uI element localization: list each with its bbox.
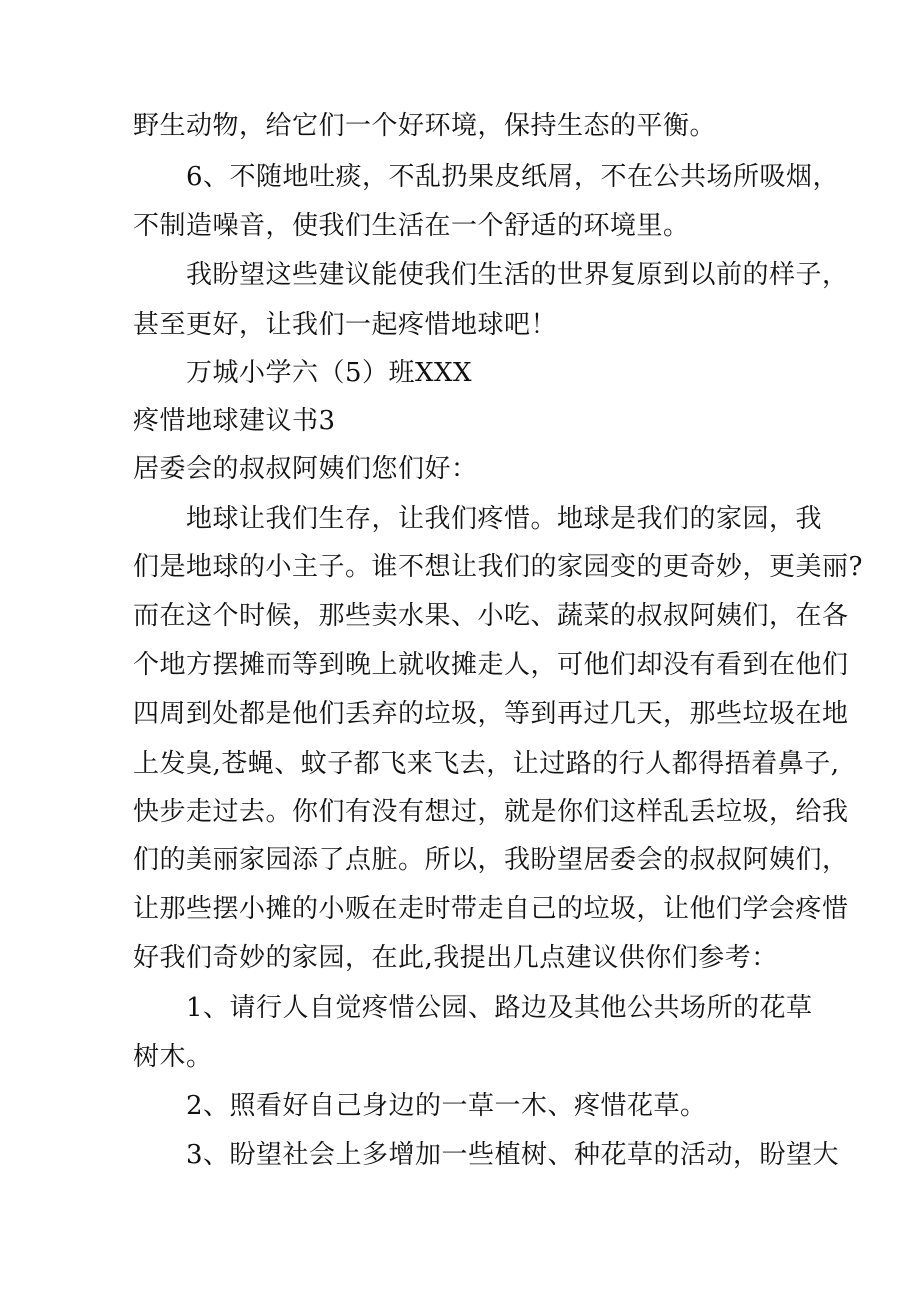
list-item-1: 1、请行人自觉疼惜公园、路边及其他公共场所的花草	[186, 993, 813, 1023]
list-item-3: 3、盼望社会上多增加一些植树、种花草的活动，盼望大	[186, 1140, 840, 1170]
text-line-13: 四周到处都是他们丢弃的垃圾，等到再过几天，那些垃圾在地	[133, 699, 849, 729]
text-line-15: 快步走过去。你们有没有想过，就是你们这样乱丢垃圾，给我	[133, 797, 849, 827]
text-line-14: 上发臭,苍蝇、蚊子都飞来飞去，让过路的行人都得捂着鼻子,	[133, 749, 840, 779]
text-line-16: 们的美丽家园添了点脏。所以，我盼望居委会的叔叔阿姨们，	[133, 845, 849, 875]
text-line-10: 们是地球的小主子。谁不想让我们的家园变的更奇妙，更美丽?	[133, 552, 863, 582]
text-line-17: 让那些摆小摊的小贩在走时带走自己的垃圾，让他们学会疼惜	[133, 894, 849, 924]
text-line-1: 野生动物，给它们一个好环境，保持生态的平衡。	[133, 111, 717, 141]
section-heading: 疼惜地球建议书3	[133, 406, 336, 436]
salutation: 居委会的叔叔阿姨们您们好：	[133, 454, 478, 484]
text-line-4: 我盼望这些建议能使我们生活的世界复原到以前的样子，	[186, 260, 849, 290]
list-item-1-cont: 树木。	[133, 1042, 213, 1072]
signature-line: 万城小学六（5）班XXX	[186, 358, 473, 388]
text-line-12: 个地方摆摊而等到晚上就收摊走人，可他们却没有看到在他们	[133, 650, 849, 680]
list-item-2: 2、照看好自己身边的一草一木、疼惜花草。	[186, 1091, 707, 1121]
text-line-3: 不制造噪音，使我们生活在一个舒适的环境里。	[133, 211, 690, 241]
text-line-2: 6、不随地吐痰，不乱扔果皮纸屑，不在公共场所吸烟，	[186, 162, 840, 192]
text-line-18: 好我们奇妙的家园，在此,我提出几点建议供你们参考：	[133, 943, 778, 973]
text-line-11: 而在这个时候，那些卖水果、小吃、蔬菜的叔叔阿姨们，在各	[133, 601, 849, 631]
text-line-9: 地球让我们生存，让我们疼惜。地球是我们的家园，我	[186, 504, 823, 534]
text-line-5: 甚至更好，让我们一起疼惜地球吧！	[133, 310, 558, 340]
